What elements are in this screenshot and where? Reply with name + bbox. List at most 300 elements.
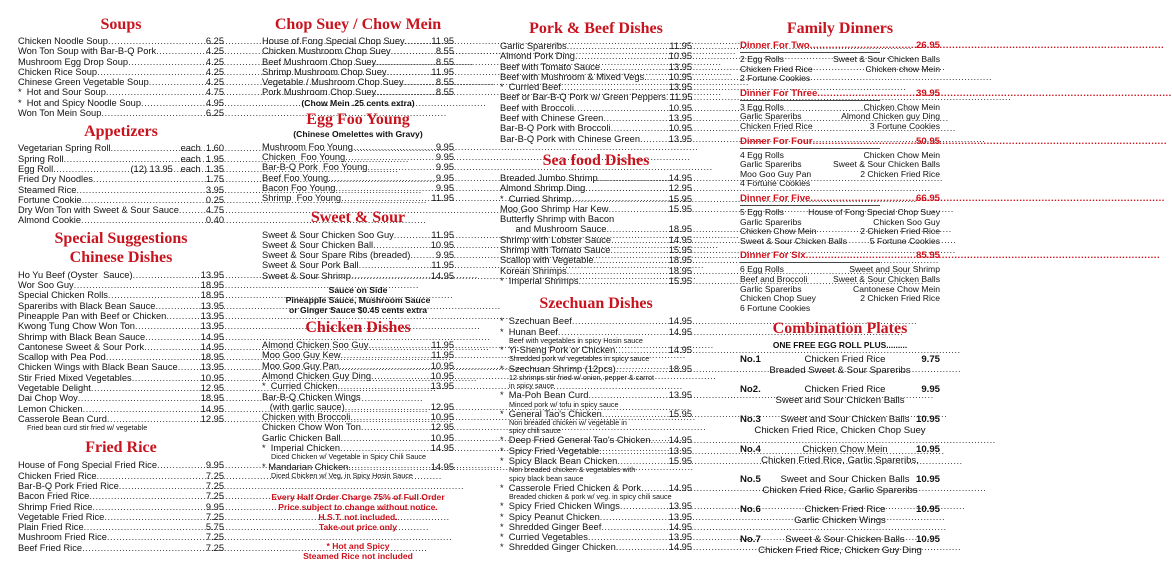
leader-dots	[391, 46, 435, 56]
soups-list	[18, 36, 224, 118]
chinese-dishes-heading: Chinese Dishes	[69, 248, 173, 266]
item-price: 4.75	[205, 205, 224, 216]
combo-header	[740, 504, 940, 515]
item-name: Scallop with Vegetable	[500, 255, 594, 266]
imperial-chicken-note: Diced Chicken w/ Vegetable in Spicy Chili Sauce	[271, 452, 427, 462]
item-name: Chicken Foo Young	[262, 152, 346, 163]
leader-dots	[376, 87, 435, 97]
item-price: 9.95	[435, 152, 454, 163]
leader-dots	[93, 174, 205, 184]
item-name: Beef Mushroom Chop Suey	[262, 56, 377, 67]
item-name: House of Fong Special Fried Rice	[18, 460, 158, 471]
dinner-line	[740, 179, 940, 189]
item-name: Shrimp Fried Rice	[18, 501, 93, 512]
leader-dots	[572, 316, 668, 326]
leader-dots	[111, 143, 180, 153]
item-name: Almond Chicken Guy Ding	[262, 370, 372, 381]
dinner-underline	[740, 205, 880, 206]
leader-dots	[616, 542, 668, 552]
dinner-item-right: 2 Chicken Fried Rice	[860, 293, 940, 304]
item-description: spicy black bean sauce	[509, 473, 584, 483]
combo-number: No.4	[740, 444, 761, 456]
combo-main-item: Sweet and Sour Chicken Balls	[780, 414, 910, 426]
combo-main-item: Chicken Fried Rice	[804, 504, 886, 516]
menu-item-bar-b-q-pork-fried-rice	[18, 481, 224, 491]
combo-main-item: Chicken Fried Rice	[804, 354, 886, 366]
menu-item-spicy-fried-chicken-wings	[500, 501, 692, 511]
item-name: * Curried Shrimp	[500, 193, 572, 204]
menu-item-chicken-with-broccoli	[262, 412, 454, 422]
item-price: 7.25	[205, 532, 224, 543]
leader-dots	[600, 512, 668, 522]
leader-dots	[132, 373, 200, 383]
menu-item-szechuan-beef	[500, 316, 692, 326]
item-name: * Szechuan Beef	[500, 316, 572, 327]
dinner-item-left: 2 Egg Rolls	[740, 54, 784, 64]
policy-hot-spicy: * Hot and Spicy	[326, 541, 390, 552]
item-name: Garlic Spareribs	[500, 41, 567, 51]
item-description: Minced pork w/ tofu in spicy sauce	[509, 399, 619, 409]
menu-item-beef-with-broccoli	[500, 103, 692, 113]
dinner-item-left: Beef and Broccoli	[740, 273, 808, 284]
item-price: 0.40	[205, 215, 224, 226]
leader-dots	[92, 502, 204, 512]
item-price: 12.95	[200, 413, 224, 424]
item-price: 8.55	[435, 77, 454, 88]
item-price: 9.95	[205, 460, 224, 471]
item-price: 13.95	[200, 310, 224, 321]
menu-item-house-of-fong-special-fried-rice	[18, 460, 224, 470]
item-price: 7.25	[205, 511, 224, 522]
combo-sides: Chicken Fried Rice, Chicken Chop Suey	[754, 425, 926, 437]
item-description: Shredded pork w/ vegetables in spicy sauce	[509, 354, 650, 364]
dinner-item-left: 3 Egg Rolls	[740, 101, 784, 112]
leader-dots	[585, 183, 667, 193]
leader-dots	[640, 134, 668, 144]
item-name: Beef with Tomato Sauce	[500, 61, 601, 72]
leader-dots	[106, 87, 205, 97]
menu-item-chicken-rice-soup	[18, 67, 224, 77]
item-name: Beef Foo Young	[262, 172, 329, 183]
item-price: 9.95	[205, 501, 224, 512]
item-name: Sweet & Sour Shrimp	[262, 270, 351, 281]
combo-subtitle: ONE FREE EGG ROLL PLUS.........	[772, 340, 908, 351]
item-price: 11.95	[669, 92, 693, 103]
item-name: Lemon Chicken	[18, 403, 83, 414]
item-name: Chicken Wings with Black Bean Sauce	[18, 362, 178, 373]
item-price: 15.95	[668, 275, 692, 286]
item-price: 9.95	[435, 162, 454, 173]
mandarian-chicken-note: Diced Chicken w/ Veg. in Spicy Hosin Sauce	[271, 470, 413, 480]
chicken-dishes-heading: Chicken Dishes	[305, 319, 411, 337]
leader-dots	[353, 142, 435, 152]
item-name: * Imperial Chicken	[262, 443, 341, 454]
menu-item-breaded-jumbo-shrimp	[500, 173, 692, 183]
item-price: 13.95	[668, 501, 692, 512]
dinner-item-right: Sweet & Sour Chicken Balls	[833, 159, 940, 170]
item-name: * Shredded Ginger Chicken	[500, 542, 616, 553]
dinner-item-right: House of Fong Special Chop Suey	[808, 206, 940, 217]
leader-dots	[598, 173, 668, 183]
family-dinners-list	[740, 40, 940, 313]
item-price: 10.95	[668, 102, 692, 113]
menu-item-hot-and-spicy-noodle-soup	[18, 98, 224, 108]
dinner-title: Dinner For Three	[740, 87, 818, 99]
menu-item-scallop-with-vegetable	[500, 255, 692, 265]
dinner-item-right: 3 Fortune Cookies	[869, 120, 940, 131]
item-price: 18.95	[668, 255, 692, 266]
combo-price: 10.95	[915, 474, 940, 486]
dinner-item-right: Chicken Chow Mein	[863, 101, 940, 112]
menu-item-moo-goo-guy-pan	[262, 361, 454, 371]
leader-dots	[107, 532, 205, 542]
menu-item-spicy-peanut-chicken	[500, 512, 692, 522]
item-description: Beef with vegetables in spicy Hosin sauce	[509, 335, 643, 345]
menu-item-vegetable-mushroom-chop-suey	[262, 77, 454, 87]
combo-sides: Chicken Fried Rice, Chicken Guy Ding	[758, 545, 922, 557]
item-name: Vegetable / Mushroom Chop Suey	[262, 77, 404, 88]
combo-plate	[740, 414, 940, 436]
item-name: Sweet & Sour Chicken Soo Guy	[262, 229, 394, 240]
leader-dots	[345, 152, 435, 162]
menu-item-shredded-ginger-chicken	[500, 542, 692, 552]
combo-header	[740, 474, 940, 485]
leader-dots	[128, 57, 205, 67]
item-name: Moo Goo Shrimp Har Kew	[500, 203, 609, 214]
item-price: 14.95	[430, 443, 454, 454]
item-price: 14.95	[668, 316, 692, 327]
item-price: 13.95	[668, 61, 692, 72]
leader-dots	[606, 224, 667, 234]
menu-item-beef-fried-rice	[18, 543, 224, 553]
dinner-title: Dinner For Five	[740, 192, 811, 204]
menu-item-imperial-shrimps	[500, 276, 692, 286]
leader-dots	[810, 40, 916, 51]
menu-item-chicken-foo-young	[262, 152, 454, 162]
leader-dots	[63, 154, 179, 164]
egg-foo-young-list	[262, 142, 454, 204]
dinner-line	[740, 122, 940, 132]
item-price: 14.95	[200, 331, 224, 342]
item-price: 13.95	[668, 133, 692, 144]
leader-dots	[135, 321, 200, 331]
leader-dots	[74, 280, 200, 290]
item-description: 12 shrimps stir fried w/ onion, pepper & carrot	[509, 372, 655, 382]
leader-dots	[97, 67, 205, 77]
dinner-item-left: Chicken Chow Mein	[740, 226, 817, 237]
menu-item-and-mushroom-sauce	[500, 224, 692, 234]
item-name: * Spicy Black Bean Chicken	[500, 456, 618, 467]
item-price: 4.25	[205, 66, 224, 77]
item-price: 13.95	[200, 321, 224, 332]
sweet-sour-list	[262, 230, 454, 281]
item-price: 7.25	[205, 470, 224, 481]
dinner-line	[740, 237, 940, 247]
leader-dots	[810, 193, 916, 204]
item-price: 14.95	[668, 482, 692, 493]
leader-dots	[119, 481, 205, 491]
dinner-item-left: 4 Fortune Cookies	[740, 178, 811, 189]
item-price: 13.95	[200, 362, 224, 373]
menu-item-chicken-noodle-soup	[18, 36, 224, 46]
menu-item-bar-b-q-pork-with-chinese-green	[500, 134, 692, 144]
item-name: Chicken Noodle Soup	[18, 36, 108, 46]
menu-item-shrimp-fried-rice	[18, 502, 224, 512]
leader-dots	[335, 183, 434, 193]
leader-dots	[84, 522, 205, 532]
item-name: * Hunan Beef	[500, 326, 558, 337]
egg-foo-young-heading: Egg Foo Young	[306, 110, 410, 128]
menu-item-wor-soo-guy	[18, 280, 224, 290]
combo-plate	[740, 474, 940, 496]
combo-main-item: Chicken Chow Mein	[802, 444, 888, 456]
item-price: 15.95	[668, 245, 692, 256]
sweet-sour-heading: Sweet & Sour	[310, 208, 406, 226]
appetizers-heading: Appetizers	[84, 123, 158, 141]
dinner-item-left: Chicken Fried Rice	[740, 63, 813, 74]
item-name: Bar-B-Q Pork Foo Young	[262, 162, 368, 173]
seafood-list	[500, 173, 692, 286]
item-name: Chicken Fried Rice	[18, 470, 97, 481]
leader-dots	[650, 435, 667, 445]
dinner-price: 50.95	[915, 135, 940, 147]
item-name: Bar-B-Q Pork with Chinese Green	[500, 133, 641, 144]
dinner-item-right: 2 Chicken Fried Rice	[860, 226, 940, 237]
item-price: 10.95	[430, 432, 454, 443]
menu-item-fried-dry-noodles	[18, 174, 224, 184]
leader-dots	[603, 113, 667, 123]
combo-sides: Chicken Fried Rice, Garlic Spareribs,	[761, 455, 919, 467]
item-name: Mushroom Foo Young	[262, 141, 353, 152]
leader-dots	[812, 136, 916, 147]
item-name: * Curried Vegetables	[500, 532, 588, 543]
combo-header	[740, 444, 940, 455]
item-price: 10.95	[668, 123, 692, 134]
item-price: 13.95	[668, 82, 692, 93]
item-description: Breaded chicken & pork w/ veg. in spicy chili sauce	[509, 492, 672, 502]
menu-item-sweet-sour-chicken-ball	[262, 240, 454, 250]
combo-number: No.7	[740, 534, 761, 546]
menu-column-4	[740, 0, 940, 583]
item-price: 10.95	[430, 239, 454, 250]
appetizers-list	[18, 143, 224, 225]
menu-item-spareribs-with-black-bean-sauce	[18, 301, 224, 311]
special-list	[18, 270, 224, 424]
combo-plate	[740, 444, 940, 466]
item-name: Dai Chop Woy	[18, 393, 78, 404]
leader-dots	[149, 77, 205, 87]
dinner-title-row	[740, 88, 940, 99]
item-name: Spring Roll	[18, 153, 64, 164]
menu-item-shrimp-with-tomato-sauce	[500, 245, 692, 255]
item-price: (12) 13.95 each 1.35	[130, 163, 224, 174]
item-price: 11.95	[431, 340, 454, 351]
item-name: Mushroom Fried Rice	[18, 532, 107, 543]
menu-item-sweet-sour-shrimp	[262, 271, 454, 281]
item-price: 8.55	[435, 87, 454, 98]
item-price: 6.25	[205, 36, 224, 46]
menu-item-bar-b-q-pork-foo-young	[262, 162, 454, 172]
menu-item-garlic-chicken-ball	[262, 433, 454, 443]
menu-item-cantonese-sweet-sour-pork	[18, 342, 224, 352]
leader-dots	[806, 250, 916, 261]
combo-price: 10.95	[915, 534, 940, 546]
menu-item-almond-chicken-guy-ding	[262, 371, 454, 381]
menu-item-shrimp-with-black-bean-sauce	[18, 332, 224, 342]
leader-dots	[561, 82, 668, 92]
combo-plate	[740, 534, 940, 556]
combo-plate	[740, 384, 940, 406]
item-name: Moo Goo Guy Pan	[262, 360, 339, 371]
menu-item-spring-roll	[18, 154, 224, 164]
leader-dots	[76, 185, 204, 195]
item-name: Fortune Cookie	[18, 194, 82, 205]
leader-dots	[361, 422, 430, 432]
item-price: 13.95	[668, 390, 692, 401]
combo-header	[740, 414, 940, 425]
menu-item-shrimp-with-lobster-sauce	[500, 235, 692, 245]
menu-item-curried-vegetables	[500, 532, 692, 542]
combo-price: 9.95	[921, 384, 940, 396]
menu-item-curried-chicken	[262, 381, 454, 391]
dinner-item-left: 6 Fortune Cookies	[740, 302, 811, 313]
item-name: * Imperial Shrimps	[500, 275, 579, 286]
combo-main-item: Sweet & Sour Chicken Balls	[785, 534, 905, 546]
dinner-underline	[740, 52, 880, 53]
item-name: Garlic Chicken Ball	[262, 432, 341, 443]
item-price: 4.25	[205, 56, 224, 67]
item-name: Mushroom Egg Drop Soup	[18, 56, 129, 67]
item-name: Egg Roll	[18, 163, 54, 174]
item-name: Casserole Bean Curd	[18, 413, 107, 424]
item-price: 12.95	[668, 183, 692, 194]
combo-header	[740, 354, 940, 365]
item-name: Won Ton Mein Soup	[18, 108, 102, 119]
item-name: Chicken Mushroom Chop Suey	[262, 46, 391, 57]
item-name: Bar-B-Q Chicken Wings	[262, 391, 361, 402]
menu-item-chicken-mushroom-chop-suey	[262, 46, 454, 56]
leader-dots	[78, 393, 200, 403]
dinner-item-right: Sweet & Sour Chicken Balls	[833, 273, 940, 284]
menu-item-lemon-chicken	[18, 404, 224, 414]
leader-dots	[351, 271, 430, 281]
dinner-title: Dinner For Four	[740, 135, 813, 147]
item-price: 15.95	[668, 193, 692, 204]
menu-column-1	[18, 0, 224, 583]
item-price: 9.95	[435, 172, 454, 183]
menu-item-won-ton-mein-soup	[18, 108, 224, 118]
menu-item-almond-cookie	[18, 215, 224, 225]
combo-number: No2.	[740, 384, 761, 396]
menu-item-moo-goo-guy-kew	[262, 350, 454, 360]
leader-dots	[405, 36, 431, 46]
combo-header	[740, 534, 940, 545]
item-price: 9.95	[435, 182, 454, 193]
item-name: Breaded Jumbo Shrimp	[500, 172, 598, 183]
menu-item-butterfly-shrimp-with-bacon	[500, 214, 692, 224]
menu-item-shredded-ginger-beef	[500, 522, 692, 532]
item-price: 8.55	[435, 56, 454, 67]
leader-dots	[404, 77, 435, 87]
item-name: Chicken with Broccoli	[262, 412, 351, 423]
dinner-line	[740, 304, 940, 314]
menu-item-mushroom-foo-young	[262, 142, 454, 152]
item-name: Bacon Foo Young	[262, 182, 336, 193]
item-name: * Spicy Fried Vegetable	[500, 445, 600, 456]
leader-dots	[108, 36, 205, 46]
policy-notes	[262, 492, 454, 561]
menu-item-almond-chicken-soo-guy	[262, 340, 454, 350]
leader-dots	[144, 342, 200, 352]
combo-main-item: Sweet and Sour Chicken Balls	[780, 474, 910, 486]
leader-dots	[647, 72, 668, 82]
combo-sides: Sweet and Sour Chicken Balls	[775, 395, 905, 407]
dinner-item-right: Chicken Soo Guy	[873, 216, 940, 227]
leader-dots	[376, 57, 435, 67]
leader-dots	[91, 383, 200, 393]
item-price: 14.95	[668, 172, 692, 183]
menu-item-garlic-spareribs	[500, 41, 692, 51]
leader-dots	[588, 532, 668, 542]
item-name: * Ma-Poh Bean Curd	[500, 390, 589, 401]
dinner-item-left: Chicken Fried Rice	[740, 120, 813, 131]
leader-dots	[179, 205, 205, 215]
menu-item-mushroom-fried-rice	[18, 532, 224, 542]
item-name: Special Chicken Rolls	[18, 290, 108, 301]
leader-dots	[178, 362, 200, 372]
menu-item-beef-with-chinese-green	[500, 113, 692, 123]
menu-item-sweet-sour-pork-ball	[262, 260, 454, 270]
leader-dots	[609, 204, 668, 214]
menu-item-vegetable-delight	[18, 383, 224, 393]
item-name: Beef or Bar-B-Q Pork w/ Green Peppers	[500, 92, 666, 103]
dinner-item-right: Almond Chicken guy Ding	[841, 111, 940, 122]
item-price: 9.95	[435, 250, 454, 261]
leader-dots	[157, 460, 205, 470]
leader-dots	[82, 543, 205, 553]
leader-dots	[350, 412, 429, 422]
item-name: Almond Pork Ding	[500, 51, 575, 62]
menu-item-curried-beef	[500, 82, 692, 92]
combination-plates-heading: Combination Plates	[772, 320, 908, 338]
item-price: 0.25	[205, 194, 224, 205]
menu-item-vegetable-fried-rice	[18, 512, 224, 522]
leader-dots	[145, 332, 200, 342]
menu-item-dry-won-ton-with-sweet-sour-sauce	[18, 205, 224, 215]
leader-dots	[368, 340, 430, 350]
item-name: * Spicy Peanut Chicken	[500, 511, 600, 522]
item-name: Shrimp with Tomato Sauce	[500, 245, 611, 256]
leader-dots	[579, 276, 668, 286]
item-name: Sweet & Sour Chicken Ball	[262, 239, 374, 250]
leader-dots	[339, 361, 430, 371]
leader-dots	[410, 250, 435, 260]
menu-column-3	[500, 0, 692, 583]
item-name: * Curried Beef	[500, 82, 561, 93]
fried-rice-heading: Fried Rice	[85, 439, 157, 457]
menu-item-pork-mushroom-chop-suey	[262, 87, 454, 97]
leader-dots	[575, 51, 668, 61]
dinner-item-left: Garlic Spareribs	[740, 216, 802, 227]
menu-item-bar-b-q-chicken-wings	[262, 392, 454, 402]
menu-item-chicken-wings-with-black-bean-sauce	[18, 362, 224, 372]
item-name: Chinese Green Vegetable Soup	[18, 77, 149, 88]
menu-item-egg-roll	[18, 164, 224, 174]
item-price: 11.95	[431, 193, 454, 204]
item-name: Won Ton Soup with Bar-B-Q Pork	[18, 46, 157, 57]
item-name: * Curried Chicken	[262, 381, 338, 392]
item-name: Butterfly Shrimp with Bacon	[500, 214, 615, 225]
